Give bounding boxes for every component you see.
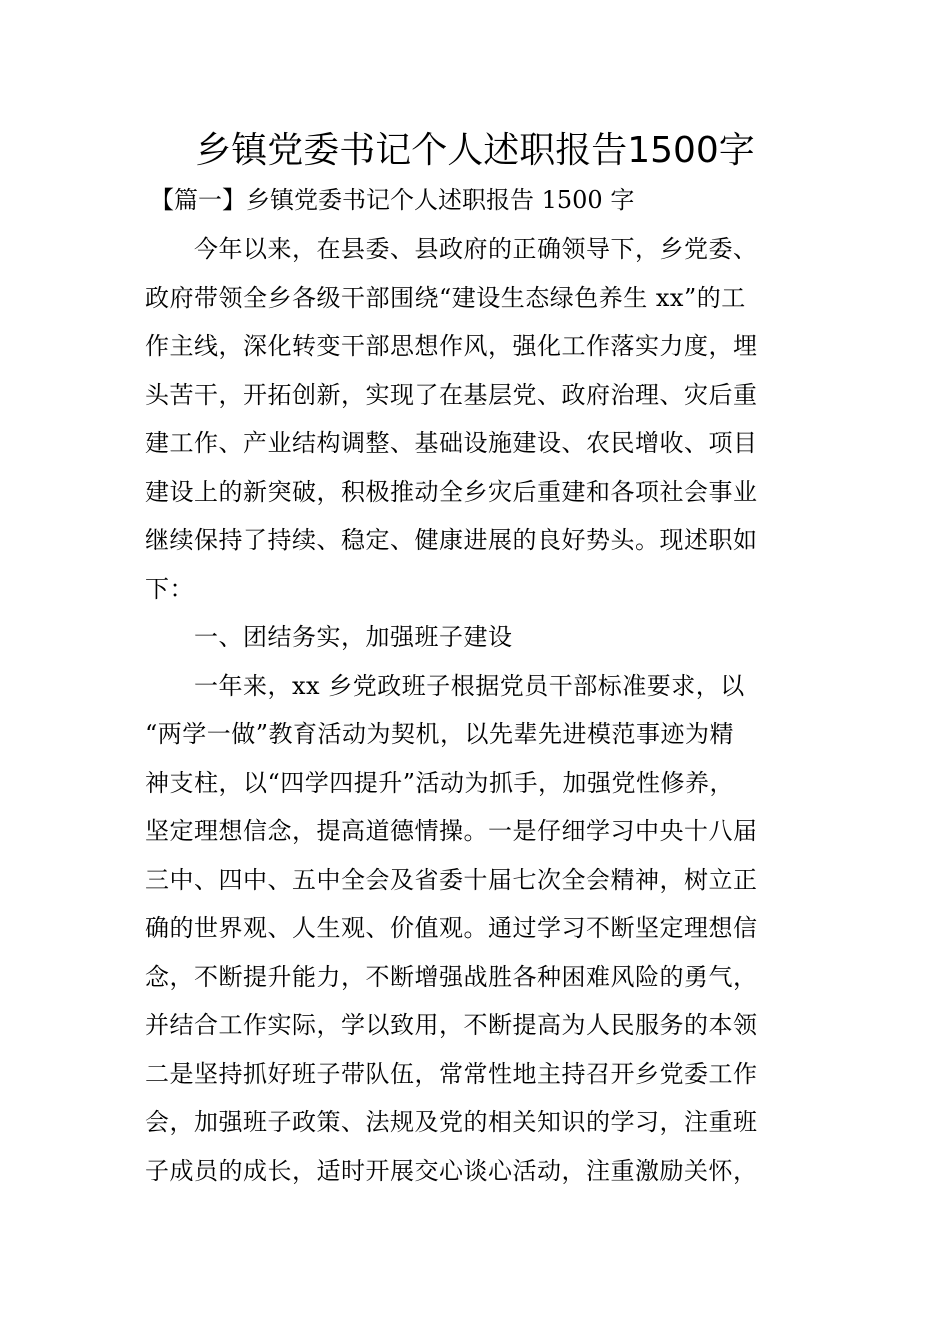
body-line: 下： [145,574,194,603]
body-line: 念，不断提升能力，不断增强战胜各种困难风险的勇气， [145,962,758,991]
body-line: 确的世界观、人生观、价值观。通过学习不断坚定理想信 [145,914,758,942]
body-line: 二是坚持抓好班子带队伍，常常性地主持召开乡党委工作 [145,1059,758,1088]
body-line: 建工作、产业结构调整、基础设施建设、农民增收、项目 [145,429,758,457]
body-line: 作主线，深化转变干部思想作风，强化工作落实力度，埋 [145,332,758,360]
body-line: “两学一做”教育活动为契机，以先辈先进模范事迹为精 [145,720,735,748]
body-line: 神支柱，以“四学四提升”活动为抓手，加强党性修养， [145,768,735,797]
document-subtitle: 【篇一】乡镇党委书记个人述职报告 1500 字 [150,186,635,214]
body-line: 今年以来，在县委、县政府的正确领导下，乡党委、 [145,235,758,263]
body-line: 坚定理想信念，提高道德情操。一是仔细学习中央十八届 [145,817,758,845]
section-heading: 一、团结务实，加强班子建设 [145,623,513,651]
body-line: 子成员的成长，适时开展交心谈心活动，注重激励关怀， [145,1156,758,1185]
body-line: 一年来，xx 乡党政班子根据党员干部标准要求，以 [145,671,745,700]
body-line: 三中、四中、五中全会及省委十届七次全会精神，树立正 [145,865,758,894]
body-line: 并结合工作实际，学以致用，不断提高为人民服务的本领 [145,1011,758,1039]
body-line: 政府带领全乡各级干部围绕“建设生态绿色养生 xx”的工 [145,283,746,312]
body-line: 头苦干，开拓创新，实现了在基层党、政府治理、灾后重 [145,380,758,409]
document-body [145,225,810,1195]
body-line: 会，加强班子政策、法规及党的相关知识的学习，注重班 [145,1108,758,1136]
body-line: 继续保持了持续、稳定、健康进展的良好势头。现述职如 [145,526,758,554]
body-line: 建设上的新突破，积极推动全乡灾后重建和各项社会事业 [145,477,758,506]
document-title: 乡镇党委书记个人述职报告1500字 [195,130,755,171]
